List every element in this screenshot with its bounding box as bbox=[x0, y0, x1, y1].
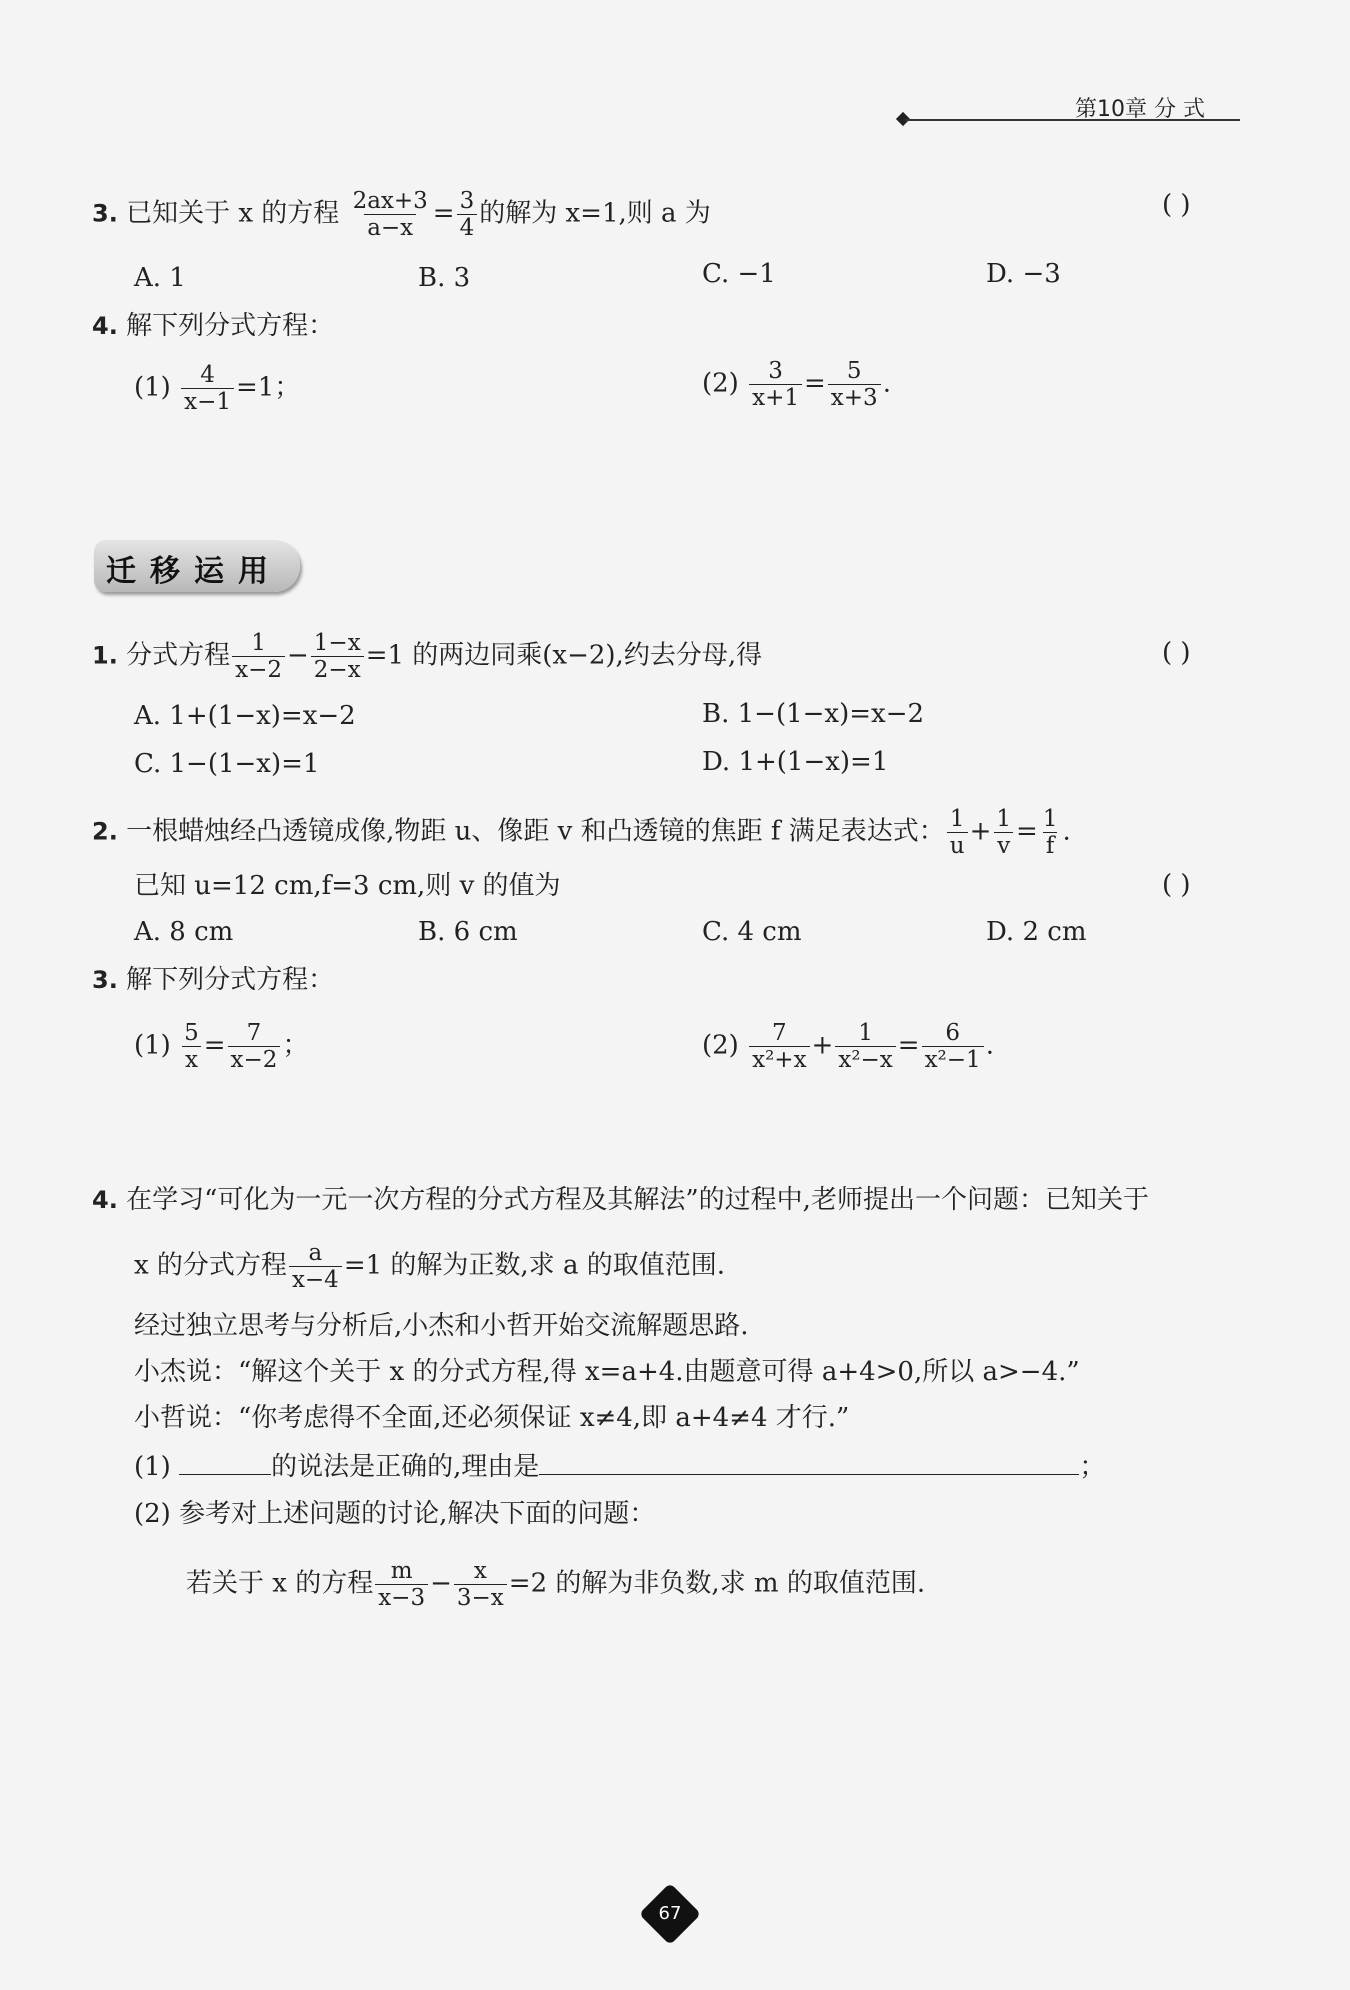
question-1: 1. 分式方程 $\frac{1}{x-2}$ − $\frac{1-x}{2-x}$ =1 的两边同乘(x−2),约去分母,得 bbox=[92, 630, 763, 683]
option-b[interactable]: B. 3 bbox=[418, 263, 471, 293]
equation-3-2: (2) $\frac{7}{\text{x²+x}}$ + $\frac{1}{\text{x²−x}}$ = $\frac{6}{\text{x²−1}}$ . bbox=[702, 1020, 994, 1073]
option-b[interactable]: B. 6 cm bbox=[418, 917, 518, 947]
page-number: 67 bbox=[658, 1903, 682, 1924]
answer-blank[interactable] bbox=[179, 1446, 271, 1475]
question-4-sub1: (1) 的说法是正确的,理由是 ； bbox=[134, 1446, 1105, 1487]
option-b[interactable]: B. 1−(1−x)=x−2 bbox=[702, 699, 925, 729]
question-4-line2: x 的分式方程 $\frac{a}{x-4}$ =1 的解为正数,求 a 的取值范围. bbox=[134, 1240, 725, 1293]
equation-4a-2: (2) $\frac{3}{x+1}$ = $\frac{5}{x+3}$ . bbox=[702, 358, 891, 411]
option-a[interactable]: A. 8 cm bbox=[134, 917, 234, 947]
fraction: $\frac{2ax+3}{a-x}$ bbox=[352, 188, 428, 241]
section-title-tag bbox=[94, 540, 300, 592]
section-title: 迁移运用 bbox=[106, 554, 282, 589]
question-4-line5: 小哲说：“你考虑得不全面,还必须保证 x≠4,即 a+4≠4 才行.” bbox=[134, 1403, 850, 1433]
option-a[interactable]: A. 1 bbox=[134, 263, 186, 293]
answer-bracket[interactable]: ( ) bbox=[1162, 870, 1191, 900]
question-4-sub2-task: 若关于 x 的方程 $\frac{m}{x-3}$ − $\frac{x}{3-x}$ =2 的解为非负数,求 m 的取值范围. bbox=[186, 1558, 926, 1611]
question-4-line4: 小杰说：“解这个关于 x 的分式方程,得 x=a+4.由题意可得 a+4>0,所以 a>−4.” bbox=[134, 1357, 1080, 1387]
question-4-line3: 经过独立思考与分析后,小杰和小哲开始交流解题思路. bbox=[134, 1311, 749, 1341]
question-2: 2. 一根蜡烛经凸透镜成像,物距 u、像距 v 和凸透镜的焦距 f 满足表达式： $\frac{1}{u}$ + $\frac{1}{v}$ = $\frac{1}{f}$ . bbox=[92, 806, 1071, 859]
question-4: 4. 在学习“可化为一元一次方程的分式方程及其解法”的过程中,老师提出一个问题：已知关于 bbox=[92, 1185, 1149, 1215]
answer-blank[interactable] bbox=[539, 1446, 1079, 1475]
chapter-header: 第10章 分 式 bbox=[1075, 97, 1205, 122]
option-c[interactable]: C. 1−(1−x)=1 bbox=[134, 749, 320, 779]
option-d[interactable]: D. −3 bbox=[986, 259, 1061, 289]
option-d[interactable]: D. 1+(1−x)=1 bbox=[702, 747, 889, 777]
option-c[interactable]: C. −1 bbox=[702, 259, 776, 289]
equation-4a-1: (1) $\frac{4}{x-1}$ =1； bbox=[134, 362, 301, 415]
question-3: 3. 解下列分式方程： bbox=[92, 965, 335, 995]
answer-bracket[interactable]: ( ) bbox=[1162, 190, 1191, 220]
option-a[interactable]: A. 1+(1−x)=x−2 bbox=[134, 701, 356, 731]
question-4-sub2: (2) 参考对上述问题的讨论,解决下面的问题： bbox=[134, 1499, 656, 1529]
question-2-line2: 已知 u=12 cm,f=3 cm,则 v 的值为 bbox=[134, 871, 561, 901]
equation-3-1: (1) $\frac{5}{x}$ = $\frac{7}{x-2}$ ； bbox=[134, 1020, 309, 1073]
answer-bracket[interactable]: ( ) bbox=[1162, 638, 1191, 668]
question-3a: 3. 已知关于 x 的方程 $\frac{2ax+3}{a-x}$ = $\frac{3}{4}$ 的解为 x=1,则 a 为 bbox=[92, 188, 711, 241]
option-d[interactable]: D. 2 cm bbox=[986, 917, 1087, 947]
question-4a: 4. 解下列分式方程： bbox=[92, 311, 335, 341]
option-c[interactable]: C. 4 cm bbox=[702, 917, 802, 947]
fraction: $\frac{3}{4}$ bbox=[457, 188, 478, 241]
